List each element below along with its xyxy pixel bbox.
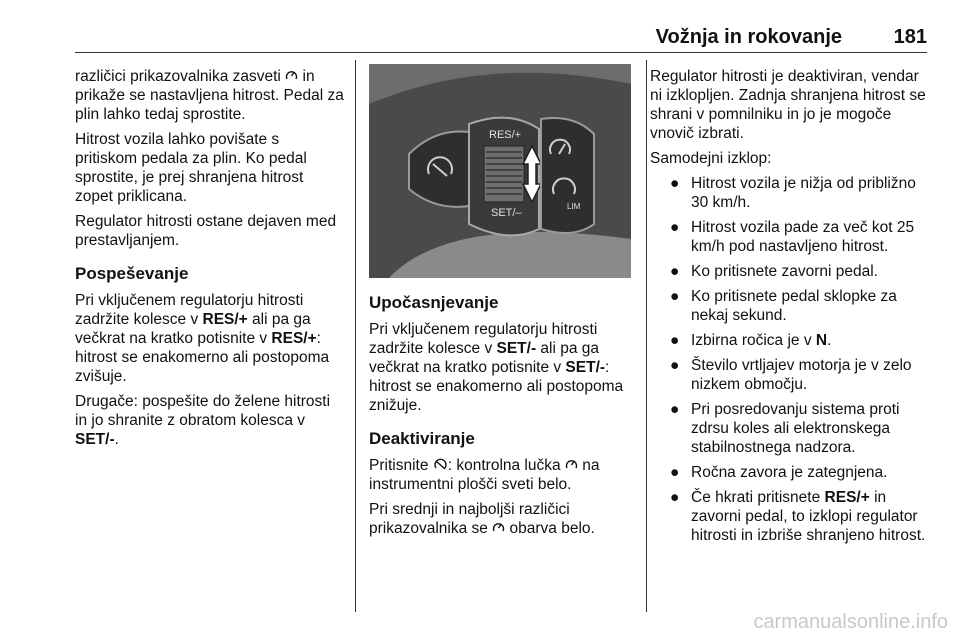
section-heading: Pospeševanje xyxy=(75,264,189,283)
paragraph: Drugače: pospešite do želene hitrosti in jo shranite z obratom kolesca v SET/-. xyxy=(75,393,331,448)
column-2 xyxy=(369,293,631,544)
list-item: ● Ročna zavora je zategnjena. xyxy=(670,464,888,481)
paragraph: Samodejni izklop: xyxy=(650,150,772,167)
column-1 xyxy=(75,67,345,455)
watermark: carmanualsonline.info xyxy=(753,611,948,633)
paragraph: Hitrost vozila lahko povišate s pritiskom pedala za plin. Ko pedal sprostite, je prej shranjena hitrost zopet priklicana. xyxy=(75,131,307,205)
list-item: ● Hitrost vozila je nižja od približno 30 km/h. xyxy=(670,175,916,211)
lim-label: LIM xyxy=(567,202,581,211)
section-heading: Deaktiviranje xyxy=(369,429,475,448)
column-divider xyxy=(646,60,647,612)
paragraph: Pritisnite : kontrolna lučka na instrumentni plošči sveti belo. xyxy=(369,457,600,493)
cruise-control-icon xyxy=(565,458,578,470)
page-title: Vožnja in rokovanje xyxy=(655,26,842,48)
list-item: ● Pri posredovanju sistema proti zdrsu koles ali elektronskega stabilnostnega nadzora. xyxy=(670,401,900,456)
list-item: ● Izbirna ročica je v N. xyxy=(670,332,832,349)
page-number: 181 xyxy=(893,26,927,48)
paragraph: različici prikazovalnika zasveti in prikaže se nastavljena hitrost. Pedal za plin lahko tedaj sprostite. xyxy=(75,68,344,123)
paragraph: Pri vključenem regulatorju hitrosti zadržite kolesce v SET/- ali pa ga večkrat na kratko potisnite v SET/-: hitrost se enakomerno ali postopoma znižuje. xyxy=(369,321,624,414)
section-heading: Upočasnjevanje xyxy=(369,293,499,312)
list-item: ● Število vrtljajev motorja je v zelo nizkem območju. xyxy=(670,357,912,393)
cancel-cruise-icon xyxy=(433,458,448,470)
paragraph: Regulator hitrosti je deaktiviran, vendar ni izklopljen. Zadnja shranjena hitrost se shrani v pomnilniku in jo je mogoče vnovič izbrati. xyxy=(650,68,926,142)
list-item: ● Hitrost vozila pade za več kot 25 km/h pod nastavljeno hitrost. xyxy=(670,219,915,255)
steering-wheel-controls-illustration xyxy=(369,64,631,278)
header-rule xyxy=(75,52,927,53)
paragraph: Regulator hitrosti ostane dejaven med prestavljanjem. xyxy=(75,213,337,249)
list-item: ● Če hkrati pritisnete RES/+ in zavorni pedal, to izklopi regulator hitrosti in izbriše shranjeno hitrost. xyxy=(670,489,926,544)
column-divider xyxy=(355,60,356,612)
cruise-control-icon xyxy=(492,521,505,533)
paragraph: Pri srednji in najboljši različici prikazovalnika se obarva belo. xyxy=(369,501,595,537)
paragraph: Pri vključenem regulatorju hitrosti zadržite kolesce v RES/+ ali pa ga večkrat na kratko potisnite v RES/+: hitrost se enakomerno ali postopoma zvišuje. xyxy=(75,292,330,385)
cruise-control-icon xyxy=(285,69,298,81)
auto-off-list xyxy=(650,174,930,545)
page-header xyxy=(75,26,927,48)
list-item: ● Ko pritisnete pedal sklopke za nekaj sekund. xyxy=(670,288,897,324)
column-3 xyxy=(650,67,930,551)
set-label: SET/– xyxy=(491,207,522,219)
list-item: ● Ko pritisnete zavorni pedal. xyxy=(670,263,878,280)
res-label: RES/+ xyxy=(489,129,522,141)
